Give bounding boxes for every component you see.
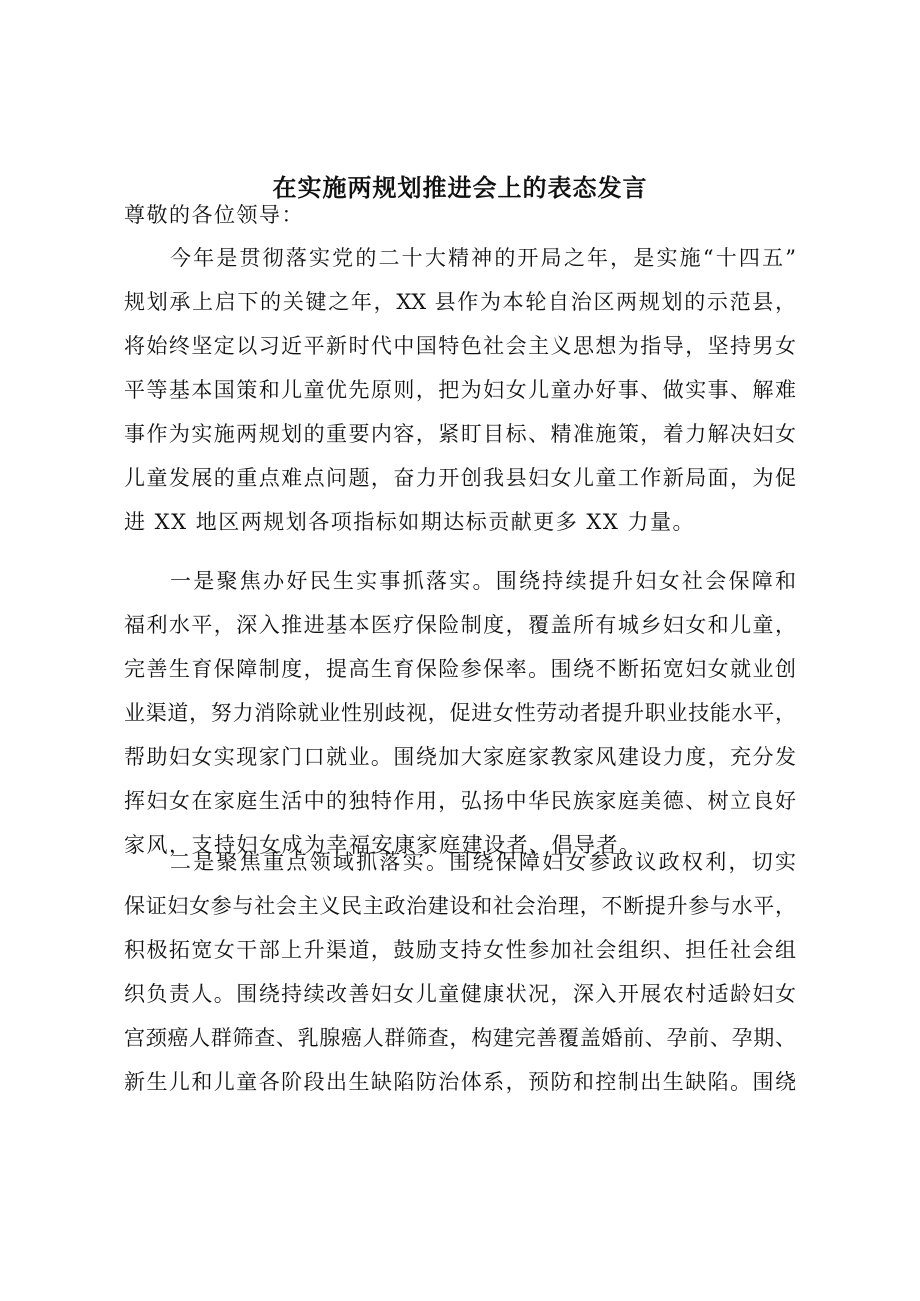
paragraph-line: 二是聚焦重点领域抓落实。围绕保障妇女参政议政权利，切实 <box>170 850 796 874</box>
paragraph-line: 福利水平，深入推进基本医疗保险制度，覆盖所有城乡妇女和儿童， <box>124 613 796 637</box>
paragraph-line: 新生儿和儿童各阶段出生缺陷防治体系，预防和控制出生缺陷。围绕 <box>124 1070 796 1094</box>
document-title: 在实施两规划推进会上的表态发言 <box>272 174 648 202</box>
paragraph-line: 平等基本国策和儿童优先原则，把为妇女儿童办好事、做实事、解难 <box>124 378 796 402</box>
paragraph-line: 挥妇女在家庭生活中的独特作用，弘扬中华民族家庭美德、树立良好 <box>124 789 796 813</box>
paragraph-line: 一是聚焦办好民生实事抓落实。围绕持续提升妇女社会保障和 <box>170 569 796 593</box>
paragraph-line: 事作为实施两规划的重要内容，紧盯目标、精准施策，着力解决妇女 <box>124 422 796 446</box>
paragraph-line: 进 XX 地区两规划各项指标如期达标贡献更多 XX 力量。 <box>124 510 695 534</box>
paragraph-line: 积极拓宽女干部上升渠道，鼓励支持女性参加社会组织、担任社会组 <box>124 938 796 962</box>
paragraph-line: 保证妇女参与社会主义民主政治建设和社会治理，不断提升参与水平， <box>124 894 796 918</box>
salutation: 尊敬的各位领导： <box>124 203 304 227</box>
paragraph-line: 宫颈癌人群筛查、乳腺癌人群筛查，构建完善覆盖婚前、孕前、孕期、 <box>124 1026 796 1050</box>
paragraph-line: 今年是贯彻落实党的二十大精神的开局之年，是实施“十四五” <box>170 246 796 270</box>
paragraph-line: 帮助妇女实现家门口就业。围绕加大家庭家教家风建设力度，充分发 <box>124 745 796 769</box>
paragraph-line: 完善生育保障制度，提高生育保险参保率。围绕不断拓宽妇女就业创 <box>124 657 796 681</box>
paragraph-line: 将始终坚定以习近平新时代中国特色社会主义思想为指导，坚持男女 <box>124 334 796 358</box>
paragraph-line: 儿童发展的重点难点问题，奋力开创我县妇女儿童工作新局面，为促 <box>124 466 796 490</box>
paragraph-first-point <box>124 559 796 867</box>
paragraph-line: 家风，支持妇女成为幸福安康家庭建设者、倡导者。 <box>124 833 642 857</box>
paragraph-line: 规划承上启下的关键之年，XX 县作为本轮自治区两规划的示范县， <box>124 290 796 314</box>
paragraph-line: 织负责人。围绕持续改善妇女儿童健康状况，深入开展农村适龄妇女 <box>124 982 796 1006</box>
paragraph-intro <box>124 236 796 544</box>
paragraph-line: 业渠道，努力消除就业性别歧视，促进女性劳动者提升职业技能水平， <box>124 701 796 725</box>
paragraph-second-point <box>124 840 796 1104</box>
